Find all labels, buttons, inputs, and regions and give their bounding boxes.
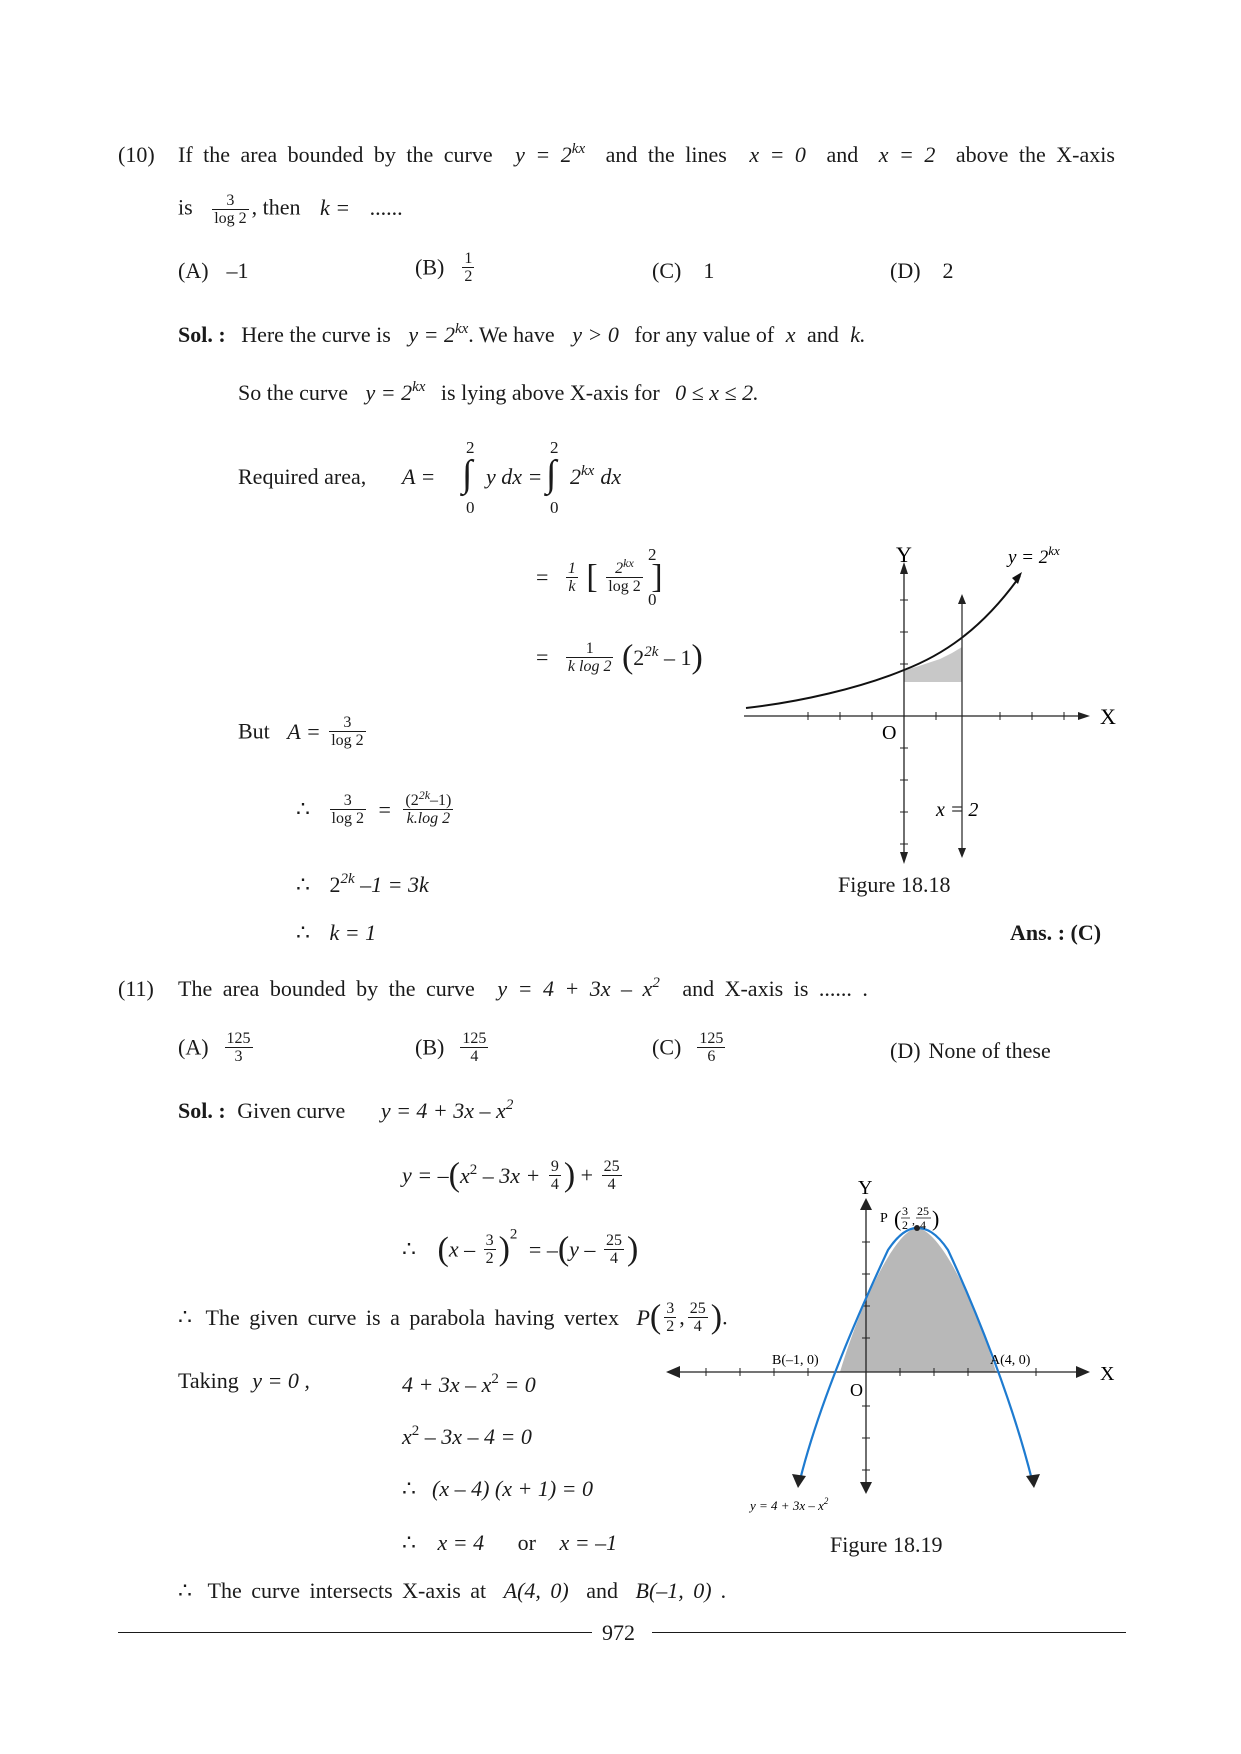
shaded-parabola-region [840,1228,996,1372]
question-11-number: (11) [118,976,154,1001]
page-number: 972 [602,1620,635,1645]
solution-11-line2: $y = -(x^2 - 3x$ + $\frac{9}{4}$ ) + $\frac{25}{4}$ [402,1156,620,1194]
x-axis-arrow-icon [1078,712,1090,720]
x-axis-arrow-left-icon [666,1366,680,1378]
solution-11-vertex-line: ∴ The given curve is a parabola having vertex P( $\frac{3}{2}$ , $\frac{25}{4}$ ). [178,1298,728,1336]
figure-18-18-caption: Figure 18.18 [838,872,951,897]
svg-text:,: , [912,1213,915,1227]
bracket-lower-limit: 0 [648,590,657,609]
solution-10-line2: So the curve $y = 2^{kx}$ is lying above X-axis for 0 ≤ x ≤ 2. [238,379,759,405]
question-10-number: (10) [118,142,155,167]
step-bracket-eval: = $\frac{1}{k}$ [ $\frac{2^{kx}}{\log 2}$ ] [536,556,663,596]
integral-1-body: y dx = [486,464,543,489]
svg-text:P: P [880,1211,888,1226]
equation-e3: ∴ (x – 4) (x + 1) = 0 [402,1476,594,1501]
y-axis-arrow-down-icon [860,1482,872,1494]
footer-rule-right [652,1632,1126,1633]
required-area-label: Required area, [238,464,367,489]
solution-11-final: ∴ The curve intersects X-axis at A(4, 0) and B(–1, 0) . [178,1578,727,1603]
question-10-text-line2: is $\frac{3}{\log 2}$ , then k = ...... [178,192,403,227]
x-axis-arrow-right-icon [1076,1366,1090,1378]
shaded-area-region [904,647,962,682]
line-x2-arrow-down-icon [958,848,966,858]
step-result: = $\frac{1}{\text{k log 2}}$ $(2^{2k} - 1)$ [536,638,703,676]
vertex-label [880,1204,939,1232]
option-10-b: (B) $\frac{1}{2}$ [415,250,473,285]
integral-2-body: $2^{kx}$ dx [570,463,622,489]
line-x2-arrow-up-icon [958,594,966,604]
answer-10: Ans. : (C) [1010,920,1102,945]
y-axis-arrow-down-icon [900,852,908,864]
svg-text:): ) [932,1206,940,1231]
figure-18-18 [740,540,1130,870]
figure-19-x-label: X [1100,1363,1115,1385]
svg-text:(: ( [894,1206,902,1231]
curve-arrow-left-icon [792,1474,806,1488]
figure-18-origin-label: O [882,722,897,744]
option-11-d: (D) None of these [890,1038,1051,1063]
question-10-text: If the area bounded by the curve $y = 2^{kx}$ and the lines x = 0 and x = 2 above the X-axis [178,141,1115,167]
therefore-equation-3: ∴ k = 1 [296,920,377,945]
therefore-equation-2: ∴ $2^{2k}$ –1 = 3k [296,871,429,897]
area-A-equals: A = [402,464,436,489]
curve-y-2kx [746,576,1020,708]
equation-e4: ∴ x = 4 or x = –1 [402,1530,618,1555]
integral-sign-icon: ∫ [462,453,473,495]
integral-sign-icon: ∫ [546,453,557,495]
figure-18-x-label: X [1100,704,1116,729]
integral-2-lower: 0 [550,498,559,517]
svg-text:25: 25 [917,1204,929,1218]
footer-rule-left [118,1632,592,1633]
point-B-label: B(–1, 0) [772,1353,819,1368]
option-10-c: (C) 1 [652,258,715,283]
equation-e1: $4 + 3x - x^2 = 0$ [402,1371,536,1397]
figure-19-curve-label: $y = 4 + 3x - x^2$ [750,1496,829,1513]
point-A-label: A(4, 0) [990,1353,1031,1368]
figure-18-line-label: x = 2 [936,799,979,821]
figure-19-origin-label: O [850,1380,863,1400]
figure-18-19-caption: Figure 18.19 [830,1532,943,1557]
y-axis-arrow-up-icon [860,1198,872,1210]
but-area-given: But A = $\frac{3}{\log 2}$ [238,714,364,749]
integral-1-lower: 0 [466,498,475,517]
svg-text:4: 4 [920,1218,926,1232]
option-11-a: (A) $\frac{125}{3}$ [178,1030,251,1065]
curve-arrow-right-icon [1026,1474,1040,1488]
figure-18-y-label: Y [896,542,912,567]
taking-y-zero: Taking y = 0 , [178,1368,310,1393]
figure-18-curve-label: $y = 2^{kx}$ [1008,543,1060,568]
curve-arrow-icon [1012,572,1022,584]
bracket-upper-limit: 2 [648,545,657,564]
integral-1-upper: 2 [466,438,475,457]
option-11-b: (B) $\frac{125}{4}$ [415,1030,487,1065]
therefore-equation-1: ∴ $\frac{3}{\log 2}$ = $\frac{(2^{2k}-1)}{k.\log 2}$ [296,788,452,827]
option-10-a: (A) –1 [178,258,249,283]
figure-18-19 [660,1170,1140,1530]
figure-19-y-label: Y [858,1177,873,1199]
svg-text:3: 3 [902,1204,908,1218]
equation-e2: $x^2 - 3x - 4 = 0$ [402,1423,532,1449]
option-10-d: (D) 2 [890,258,954,283]
solution-11-line1: Sol. : Given curve $y = 4 + 3x - x^2$ [178,1097,514,1123]
option-11-c: (C) $\frac{125}{6}$ [652,1030,724,1065]
question-11-text: The area bounded by the curve $y = 4 + 3x - x^2$ and X-axis is ...... . [178,975,868,1001]
solution-11-line3: ∴ (x – $\frac{3}{2}$ )$^2$ = –(y – $\frac{25}{4}$ ) [402,1226,639,1268]
solution-10-line1: Sol. : Here the curve is $y = 2^{kx}$. We have y > 0 for any value of x and k. [178,321,866,347]
svg-text:2: 2 [902,1218,908,1232]
integral-2-upper: 2 [550,438,559,457]
